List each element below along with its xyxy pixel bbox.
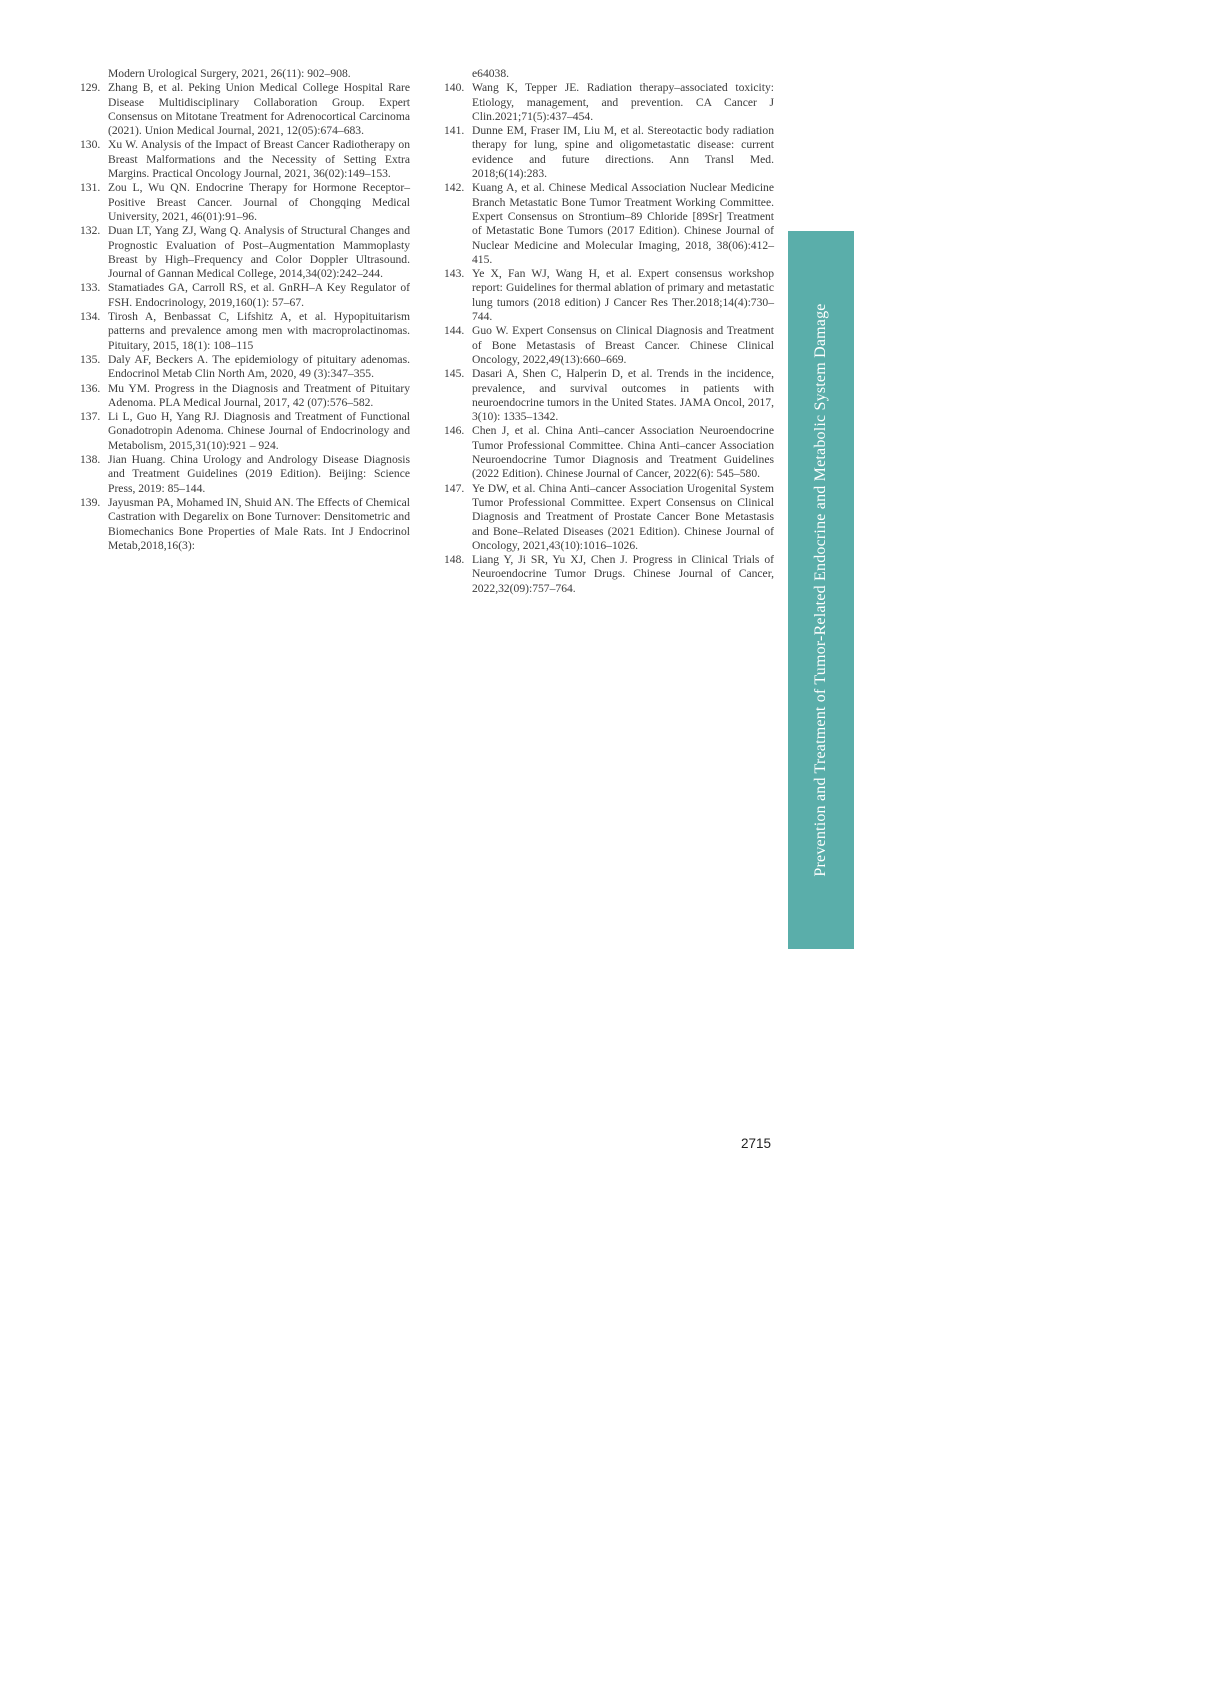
- reference-item: [80, 353, 410, 382]
- reference-item: [444, 424, 774, 481]
- reference-text: Dasari A, Shen C, Halperin D, et al. Trends in the incidence, prevalence, and survival outcomes in patients with neuroendocrine tumors in the United States. JAMA Oncol, 2017, 3(10): 1335–1342.: [472, 367, 774, 424]
- reference-text: Zou L, Wu QN. Endocrine Therapy for Hormone Receptor–Positive Breast Cancer. Journal of Chongqing Medical University, 2021, 46(01):91–96.: [108, 181, 410, 223]
- reference-text: Zhang B, et al. Peking Union Medical College Hospital Rare Disease Multidisciplinary Collaboration Group. Expert Consensus on Mitotane Treatment for Adrenocortical Carcinoma (2021). Union Medical Journal, 2021, 12(05):674–683.: [108, 81, 410, 138]
- reference-text: Stamatiades GA, Carroll RS, et al. GnRH–A Key Regulator of FSH. Endocrinology, 2019,160(1): 57–67.: [108, 281, 410, 309]
- reference-number: 133.: [80, 281, 101, 295]
- reference-text: Duan LT, Yang ZJ, Wang Q. Analysis of Structural Changes and Prognostic Evaluation of Post–Augmentation Mammoplasty Breast by High–Frequency and Color Doppler Ultrasound. Journal of Gannan Medical College, 2014,34(02):242–244.: [108, 224, 410, 281]
- reference-number: 136.: [80, 381, 101, 395]
- reference-text: Wang K, Tepper JE. Radiation therapy–associated toxicity: Etiology, management, and prevention. CA Cancer J Clin.2021;71(5):437–454.: [472, 81, 774, 123]
- reference-item: [444, 324, 774, 367]
- reference-text: Chen J, et al. China Anti–cancer Association Neuroendocrine Tumor Professional Committee. China Anti–cancer Association Neuroendocrine Tumor Diagnosis and Treatment Guidelines (2022 Edition). Chinese Journal of Cancer, 2022(6): 545–580.: [472, 424, 774, 481]
- page-number: 2715: [741, 1136, 772, 1151]
- reference-text: Jayusman PA, Mohamed IN, Shuid AN. The Effects of Chemical Castration with Degarelix on Bone Turnover: Densitometric and Biomechanics Bone Properties of Male Rats. Int J Endocrinol Metab,2018,16(3):: [108, 495, 410, 552]
- reference-item: [444, 367, 774, 424]
- reference-text: Tirosh A, Benbassat C, Lifshitz A, et al. Hypopituitarism patterns and prevalence among men with macroprolactinomas. Pituitary, 2015, 18(1): 108–115: [108, 310, 410, 352]
- reference-column-left: [80, 67, 410, 553]
- reference-item: [444, 81, 774, 124]
- reference-continuation: e64038.: [472, 67, 510, 80]
- reference-text: Jian Huang. China Urology and Andrology Disease Diagnosis and Treatment Guidelines (2019 Edition). Beijing: Science Press, 2019: 85–144.: [108, 453, 410, 495]
- reference-item: [444, 482, 774, 553]
- reference-item: [80, 138, 410, 181]
- reference-item: [80, 496, 410, 553]
- reference-text: Mu YM. Progress in the Diagnosis and Treatment of Pituitary Adenoma. PLA Medical Journal, 2017, 42 (07):576–582.: [108, 381, 410, 409]
- reference-number: 129.: [80, 81, 101, 95]
- reference-text: Li L, Guo H, Yang RJ. Diagnosis and Treatment of Functional Gonadotropin Adenoma. Chinese Journal of Endocrinology and Metabolism, 2015,31(10):921 – 924.: [108, 410, 410, 452]
- reference-number: 139.: [80, 495, 101, 509]
- reference-number: 130.: [80, 138, 101, 152]
- reference-item: [444, 181, 774, 267]
- reference-continuation: Modern Urological Surgery, 2021, 26(11): 902–908.: [108, 67, 351, 80]
- chapter-title: Prevention and Treatment of Tumor-Related Endocrine and Metabolic System Damage: [812, 303, 829, 877]
- reference-text: Liang Y, Ji SR, Yu XJ, Chen J. Progress in Clinical Trials of Neuroendocrine Tumor Drugs. Chinese Journal of Cancer, 2022,32(09):757–764.: [472, 553, 774, 595]
- reference-number: 134.: [80, 310, 101, 324]
- reference-number: 131.: [80, 181, 101, 195]
- reference-text: Ye DW, et al. China Anti–cancer Association Urogenital System Tumor Professional Committee. Expert Consensus on Clinical Diagnosis and Treatment of Prostate Cancer Bone Metastasis and Bone–Related Diseases (2021 Edition). Chinese Journal of Oncology, 2021,43(10):1016–1026.: [472, 481, 774, 552]
- chapter-side-band: [788, 231, 854, 949]
- reference-item: [80, 224, 410, 281]
- reference-item: [80, 81, 410, 138]
- reference-item: [80, 410, 410, 453]
- reference-number: 147.: [444, 481, 465, 495]
- reference-number: 143.: [444, 267, 465, 281]
- reference-number: 141.: [444, 124, 465, 138]
- reference-item: [444, 124, 774, 181]
- reference-number: 148.: [444, 553, 465, 567]
- reference-item: [444, 267, 774, 324]
- reference-item: [444, 553, 774, 596]
- reference-number: 140.: [444, 81, 465, 95]
- reference-item: [80, 382, 410, 411]
- reference-item: [80, 310, 410, 353]
- reference-text: Dunne EM, Fraser IM, Liu M, et al. Stereotactic body radiation therapy for lung, spine and oligometastatic disease: current evidence and future directions. Ann Transl Med. 2018;6(14):283.: [472, 124, 774, 181]
- reference-item: [80, 181, 410, 224]
- reference-column-right: [444, 67, 774, 596]
- reference-text: Ye X, Fan WJ, Wang H, et al. Expert consensus workshop report: Guidelines for thermal ablation of primary and metastatic lung tumors (2018 edition) J Cancer Res Ther.2018;14(4):730–744.: [472, 267, 774, 324]
- reference-text: Kuang A, et al. Chinese Medical Association Nuclear Medicine Branch Metastatic Bone Tumor Treatment Working Committee. Expert Consensus on Strontium–89 Chloride [89Sr] Treatment of Metastatic Bone Tumors (2017 Edition). Chinese Journal of Nuclear Medicine and Molecular Imaging, 2018, 38(06):412–415.: [472, 181, 774, 266]
- reference-number: 138.: [80, 453, 101, 467]
- reference-number: 146.: [444, 424, 465, 438]
- reference-number: 145.: [444, 367, 465, 381]
- reference-text: Guo W. Expert Consensus on Clinical Diagnosis and Treatment of Bone Metastasis of Breast Cancer. Chinese Clinical Oncology, 2022,49(13):660–669.: [472, 324, 774, 366]
- reference-text: Daly AF, Beckers A. The epidemiology of pituitary adenomas. Endocrinol Metab Clin North Am, 2020, 49 (3):347–355.: [108, 352, 410, 381]
- reference-item: [80, 453, 410, 496]
- reference-item: [80, 281, 410, 310]
- reference-number: 132.: [80, 224, 101, 238]
- reference-number: 144.: [444, 324, 465, 338]
- reference-text: Xu W. Analysis of the Impact of Breast Cancer Radiotherapy on Breast Malformations and the Necessity of Setting Extra Margins. Practical Oncology Journal, 2021, 36(02):149–153.: [108, 138, 410, 181]
- reference-number: 135.: [80, 352, 101, 366]
- reference-number: 137.: [80, 410, 101, 424]
- reference-number: 142.: [444, 181, 465, 195]
